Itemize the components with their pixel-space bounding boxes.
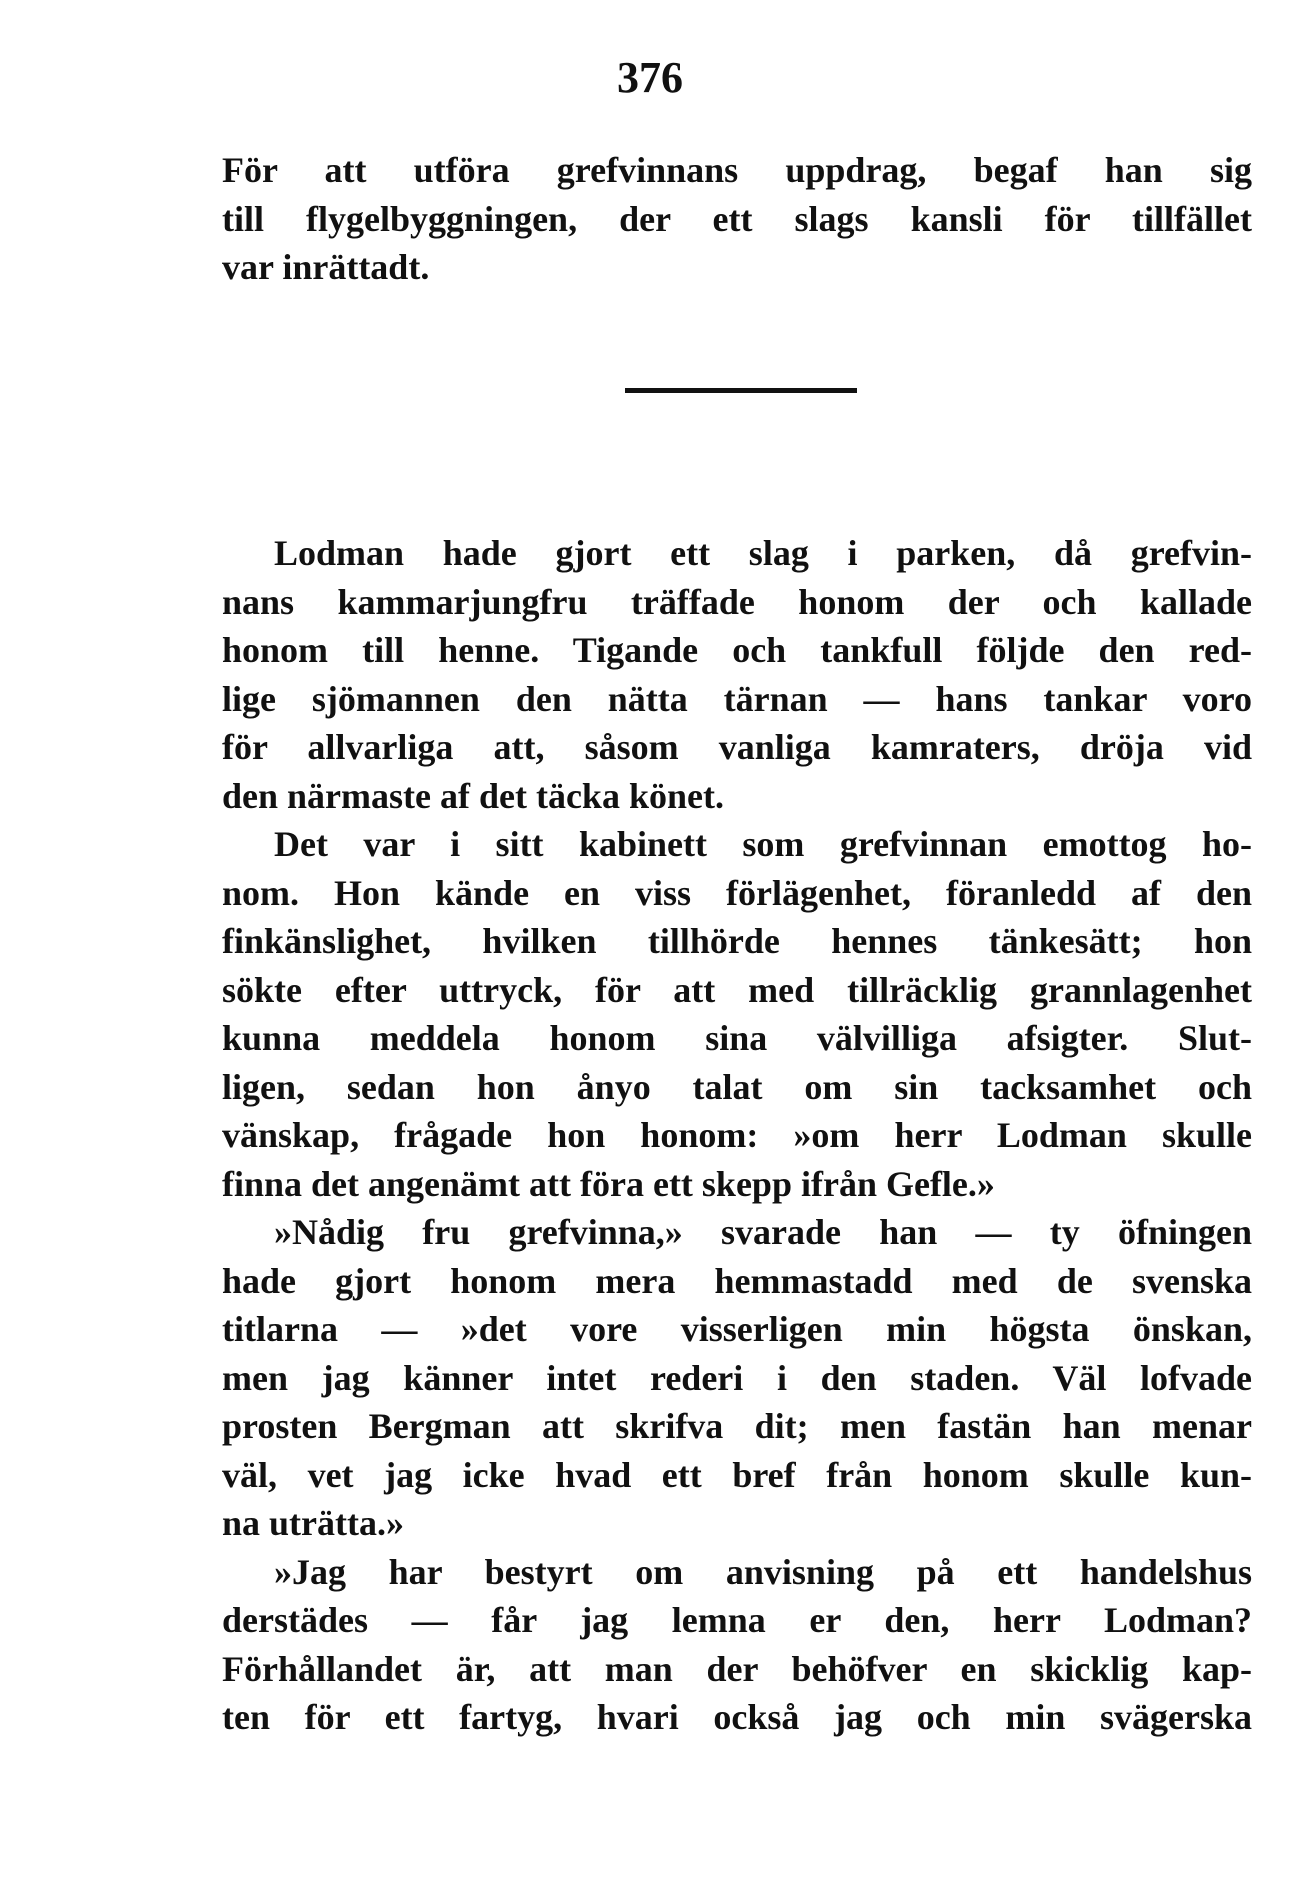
text-line: »Jag har bestyrt om anvisning på ett handelshus [274, 1551, 1252, 1592]
page-number: 376 [617, 53, 683, 102]
text-line: ten för ett fartyg, hvari också jag och min svägerska [222, 1697, 1252, 1737]
text-line: vänskap, frågade hon honom: »om herr Lodman skulle [222, 1115, 1252, 1155]
text-line: na uträtta.» [222, 1503, 404, 1543]
text-line: titlarna — »det vore visserligen min högsta önskan, [222, 1309, 1252, 1349]
text-line: för allvarliga att, såsom vanliga kamraters, dröja vid [222, 727, 1252, 767]
text-line: honom till henne. Tigande och tankfull följde den red- [222, 630, 1252, 670]
text-line: väl, vet jag icke hvad ett bref från honom skulle kun- [222, 1454, 1252, 1495]
text-line: »Nådig fru grefvinna,» svarade han — ty öfningen [274, 1212, 1252, 1252]
text-line: till flygelbyggningen, der ett slags kansli för tillfället [222, 198, 1252, 239]
text-line: nans kammarjungfru träffade honom der och kallade [222, 581, 1252, 622]
text-line: Det var i sitt kabinett som grefvinnan emottog ho- [274, 824, 1252, 864]
text-line: den närmaste af det täcka könet. [222, 775, 724, 816]
text-line: lige sjömannen den nätta tärnan — hans tankar voro [222, 678, 1252, 719]
top-paragraph [222, 146, 1252, 292]
text-line: kunna meddela honom sina välvilliga afsigter. Slut- [222, 1018, 1252, 1058]
text-line: finna det angenämt att föra ett skepp ifrån Gefle.» [222, 1163, 995, 1204]
text-line: prosten Bergman att skrifva dit; men fastän han menar [222, 1406, 1252, 1446]
text-line: För att utföra grefvinnans uppdrag, begaf han sig [222, 150, 1252, 190]
text-line: derstädes — får jag lemna er den, herr Lodman? [222, 1600, 1252, 1640]
text-line: sökte efter uttryck, för att med tillräcklig grannlagenhet [222, 969, 1252, 1010]
text-line: Lodman hade gjort ett slag i parken, då grefvin- [274, 533, 1252, 573]
text-line: finkänslighet, hvilken tillhörde hennes tänkesätt; hon [222, 921, 1252, 961]
section-divider [625, 388, 857, 393]
text-line: hade gjort honom mera hemmastadd med de svenska [222, 1260, 1252, 1301]
main-text [222, 529, 1252, 1742]
text-line: nom. Hon kände en viss förlägenhet, föranledd af den [222, 872, 1252, 913]
text-line: var inrättadt. [222, 247, 430, 287]
text-line: ligen, sedan hon ånyo talat om sin tacksamhet och [222, 1066, 1252, 1107]
text-line: men jag känner intet rederi i den staden. Väl lofvade [222, 1357, 1252, 1398]
text-line: Förhållandet är, att man der behöfver en skicklig kap- [222, 1648, 1252, 1689]
